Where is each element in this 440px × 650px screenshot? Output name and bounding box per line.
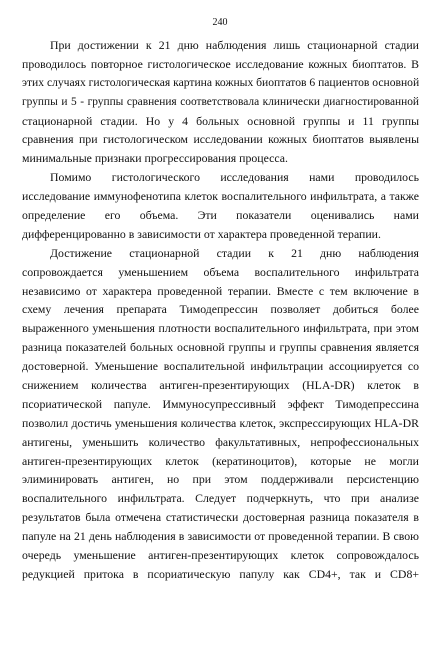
text-line: псориатической папуле. Иммуносупрессивный эффект Тимодепрессина: [22, 396, 419, 411]
text-line: позволил достичь уменьшения количества клеток, экспрессирующих HLA-DR: [22, 415, 419, 430]
text-line: стационарной стадии. Но у 4 больных основной группы и 11 группы: [22, 113, 419, 128]
text-line: группы и 5 - группы сравнения соответствовала клинически диагностированной: [22, 95, 419, 108]
text-line: достоверной. Уменьшение воспалительной инфильтрации ассоциируется со: [22, 359, 419, 374]
text-line: этих случаях гистологическая картина кожных биоптатов 6 пациентов основной: [22, 75, 419, 89]
text-line: независимо от характера проведенной терапии. Вместе с тем включение в: [22, 283, 419, 298]
text-line: При достижении к 21 дню наблюдения лишь стационарной стадии: [50, 38, 419, 52]
text-line: воспалительного инфильтрата. Следует подчеркнуть, что при анализе: [22, 491, 419, 506]
text-line: схему лечения препарата Тимодепрессин позволяет добиться более: [22, 302, 419, 317]
text-line: антигены, уменьшить количество факультативных, непрофессиональных: [22, 434, 419, 449]
text-line: антиген-презентирующих клеток (кератиноцитов), которые не могли: [22, 453, 419, 468]
paragraph-1: [22, 36, 419, 168]
text-line: сравнения при гистологическом исследовании кожных биоптатов выявлены: [22, 132, 419, 147]
text-line: Достижение стационарной стадии к 21 дню наблюдения: [50, 245, 419, 260]
text-line: исследование иммунофенотипа клеток воспалительного инфильтрата, а также: [22, 189, 419, 204]
text-line: разница показателей больных основной группы и группы сравнения является: [22, 340, 419, 355]
text-line: дифференцированно в зависимости от характера проведенной терапии.: [22, 226, 381, 241]
paragraph-2: [22, 168, 419, 244]
text-line: элиминировать антиген, но при этом поддерживали персистенцию: [22, 472, 419, 487]
text-line: определение его объема. Эти показатели оценивались нами: [22, 208, 419, 223]
text-line: выраженного уменьшения плотности воспалительного инфильтрата, при этом: [22, 321, 419, 336]
text-line: очередь уменьшение антиген-презентирующих клеток сопровождалось: [22, 548, 419, 563]
text-line: минимальные признаки прогрессирования процесса.: [22, 151, 288, 166]
text-line: папуле на 21 день наблюдения в зависимости от проведенной терапии. В свою: [22, 529, 419, 544]
text-line: результатов была отмечена статистически достоверная разница показателя в: [22, 510, 419, 525]
body-text: [22, 36, 419, 584]
text-line: сопровождается уменьшением объема воспалительного инфильтрата: [22, 264, 419, 279]
text-line: редукцией притока в псориатическую папулу как CD4+, так и CD8+: [22, 566, 419, 581]
paragraph-3: [22, 244, 419, 584]
page-number: 240: [212, 17, 228, 28]
text-line: снижением количества антиген-презентирующих (HLA-DR) клеток в: [22, 378, 419, 393]
text-line: Помимо гистологического исследования нами проводилось: [50, 170, 419, 185]
text-line: проводилось повторное гистологическое исследование кожных биоптатов. В: [22, 56, 419, 71]
